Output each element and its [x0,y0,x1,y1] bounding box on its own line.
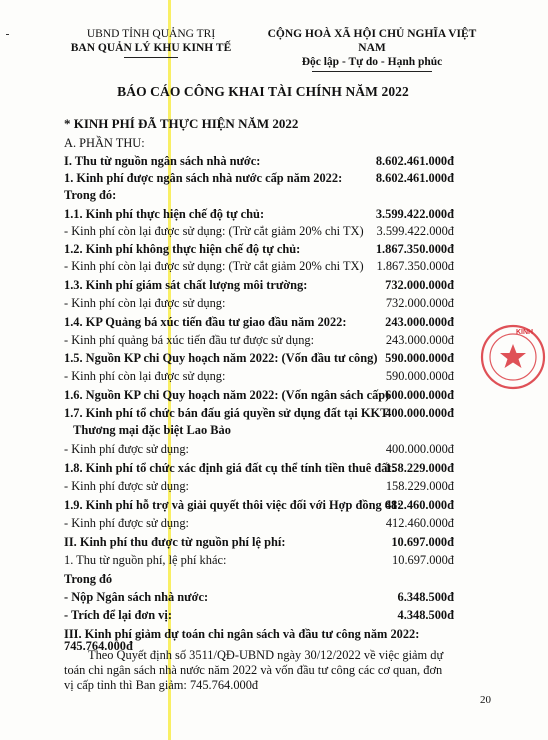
row-amount: 412.460.000đ [385,498,454,512]
row-label: - Kinh phí còn lại được sử dụng: [64,369,226,383]
row-label: 1.6. Nguồn KP chi Quy hoạch năm 2022: (Vốn ngân sách cấp) [64,388,390,402]
row-amount: 158.229.000đ [385,479,454,493]
row-label: 1.3. Kinh phí giám sát chất lượng môi trường: [64,278,308,292]
row-label: - Kinh phí được sử dụng: [64,479,189,493]
row-amount: 600.000.000đ [385,388,454,402]
decision-paragraph-text: Theo Quyết định số 3511/QĐ-UBND ngày 30/12/2022 về việc giảm dự toán chi ngân sách nhà nước năm 2022 và vốn đầu tư công các cơ quan, đơn vị cấp tỉnh thì Ban giảm: 745.764.000đ [64,648,444,692]
row-amount: 3.599.422.000đ [375,207,454,221]
row-amount: 400.000.000đ [385,442,454,456]
row-label: - Kinh phí còn lại được sử dụng: (Trừ cắt giảm 20% chi TX) [64,224,364,238]
report-row [64,135,454,151]
national-header [262,27,482,72]
row-label: Trong đó [64,572,113,586]
official-seal [478,322,548,392]
report-row [64,350,454,366]
report-row [64,607,454,623]
report-row [64,497,454,513]
report-row [64,478,454,494]
national-motto-1: CỘNG HOÀ XÃ HỘI CHỦ NGHĨA VIỆT NAM [267,28,477,54]
page-number: 20 [480,694,491,706]
report-row [64,187,454,203]
report-row [64,223,454,239]
report-row [64,314,454,330]
row-amount: 732.000.000đ [385,278,454,292]
row-amount: 400.000.000đ [385,406,454,420]
report-row [64,332,454,348]
national-motto-2: Độc lập - Tự do - Hạnh phúc [301,56,443,68]
row-label: II. Kinh phí thu được từ nguồn phí lệ phí: [64,535,286,549]
seal-text: KINH [516,329,534,336]
report-row [64,206,454,222]
row-label: Thương mại đặc biệt Lao Bảo [64,423,231,437]
report-row [64,387,454,403]
row-label: I. Thu từ nguồn ngân sách nhà nước: [64,154,261,168]
scan-speck [6,34,9,35]
motto-underline [312,71,432,72]
row-label: * KINH PHÍ ĐÃ THỰC HIỆN NĂM 2022 [64,116,299,131]
row-label: - Trích để lại đơn vị: [64,608,172,622]
report-row [64,460,454,476]
issuer-line-1: UBND TỈNH QUẢNG TRỊ [86,28,216,40]
row-label: - Kinh phí được sử dụng: [64,516,189,530]
row-label: - Kinh phí quảng bá xúc tiến đầu tư được sử dụng: [64,333,315,347]
report-row [64,153,454,169]
report-row [64,170,454,186]
report-row [64,368,454,384]
report-row [64,552,454,568]
row-label: - Kinh phí được sử dụng: [64,442,189,456]
row-amount: 8.602.461.000đ [375,154,454,168]
row-label: - Kinh phí còn lại được sử dụng: (Trừ cắt giảm 20% chi TX) [64,259,364,273]
row-label: 1.7. Kinh phí tổ chức bán đấu giá quyền sử dụng đất tại KKT [64,406,389,420]
row-amount: 412.460.000đ [385,516,454,530]
row-label: 1.1. Kinh phí thực hiện chế độ tự chủ: [64,207,265,221]
row-amount: 4.348.500đ [397,608,454,622]
row-label: 1.9. Kinh phí hỗ trợ và giải quyết thôi việc đối với Hợp đồng 68: [64,498,402,512]
row-label: III. Kinh phí giảm dự toán chi ngân sách và đầu tư công năm 2022: [64,627,420,641]
report-row [64,277,454,293]
issuer-header [66,27,236,58]
report-row [64,116,454,132]
row-label: A. PHẦN THU: [64,136,145,150]
report-row [64,405,454,421]
row-amount: 158.229.000đ [385,461,454,475]
row-amount: 3.599.422.000đ [376,224,454,238]
report-row [64,515,454,531]
row-amount: 1.867.350.000đ [376,259,454,273]
row-label: 1. Kinh phí được ngân sách nhà nước cấp năm 2022: [64,171,343,185]
report-title: BÁO CÁO CÔNG KHAI TÀI CHÍNH NĂM 2022 [117,84,409,99]
row-label: - Kinh phí còn lại được sử dụng: [64,296,226,310]
row-label: 1.8. Kinh phí tổ chức xác định giá đất cụ thể tính tiền thuê đất: [64,461,396,475]
row-label: 1.4. KP Quảng bá xúc tiến đầu tư giao đầu năm 2022: [64,315,347,329]
row-amount: 1.867.350.000đ [375,242,454,256]
row-label: - Nộp Ngân sách nhà nước: [64,590,209,604]
report-row [64,295,454,311]
row-amount: 8.602.461.000đ [375,171,454,185]
row-label: 1.2. Kinh phí không thực hiện chế độ tự chủ: [64,242,301,256]
row-amount: 10.697.000đ [391,535,454,549]
report-row [64,241,454,257]
report-row [64,571,454,587]
row-label: Trong đó: [64,188,117,202]
row-label: 1. Thu từ nguồn phí, lệ phí khác: [64,553,227,567]
report-row [64,534,454,550]
seal-star-icon [500,344,526,368]
row-amount: 732.000.000đ [385,296,454,310]
report-row [64,441,454,457]
issuer-underline [124,57,178,58]
row-amount: 6.348.500đ [397,590,454,604]
row-amount: 243.000.000đ [385,333,454,347]
row-amount: 590.000.000đ [385,369,454,383]
row-amount: 590.000.000đ [385,351,454,365]
issuer-line-2: BAN QUẢN LÝ KHU KINH TẾ [70,42,232,54]
report-row [64,589,454,605]
report-row [64,258,454,274]
row-amount: 10.697.000đ [392,553,454,567]
report-row [64,422,454,438]
row-label: 745.764.000đ [64,639,133,653]
row-label: 1.5. Nguồn KP chi Quy hoạch năm 2022: (Vốn đầu tư công) [64,351,378,365]
row-amount: 243.000.000đ [385,315,454,329]
decision-paragraph [64,648,454,693]
